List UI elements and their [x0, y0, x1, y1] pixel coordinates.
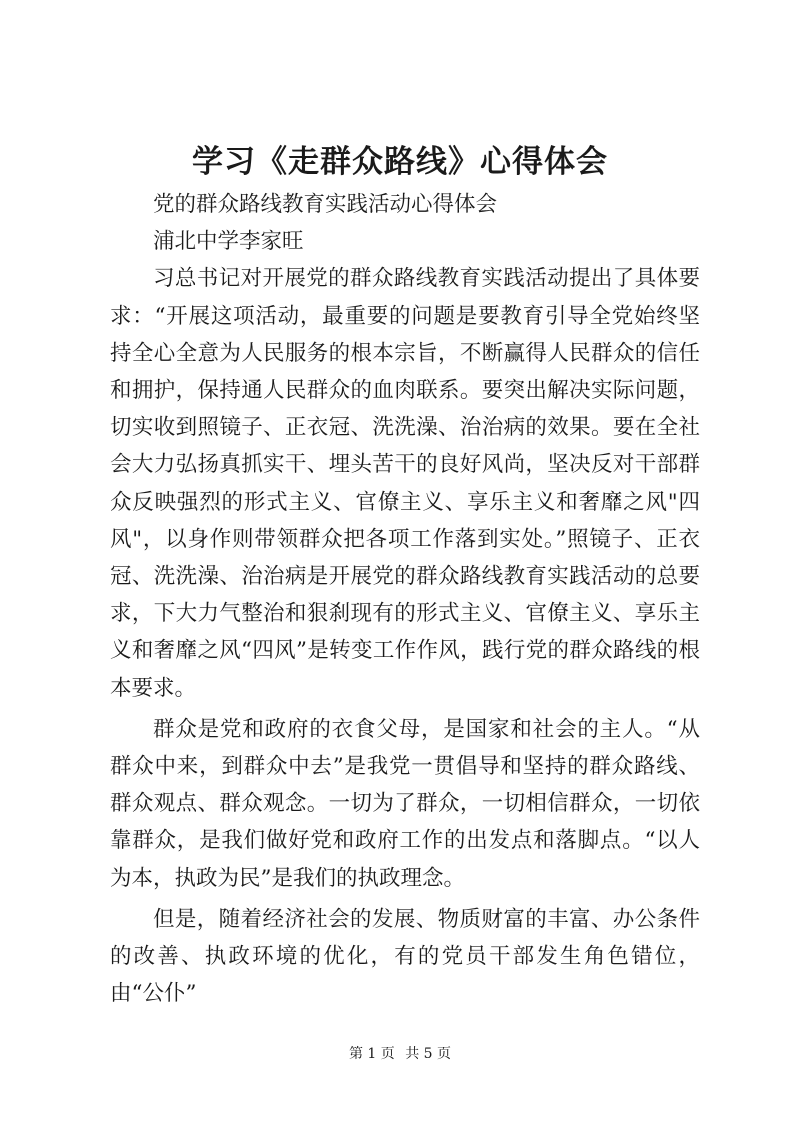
paragraph: 习总书记对开展党的群众路线教育实践活动提出了具体要求：“开展这项活动，最重要的问题是要教育引导全党始终坚持全心全意为人民服务的根本宗旨，不断赢得人民群众的信任和拥护，保持通人民群众的血肉联系。要突出解决实际问题，切实收到照镜子、正衣冠、洗洗澡、治治病的效果。要在全社会大力弘扬真抓实干、埋头苦干的良好风尚，坚决反对干部群众反映强烈的形式主义、官僚主义、享乐主义和奢靡之风"四风"，以身作则带领群众把各项工作落到实处。”照镜子、正衣冠、洗洗澡、治治病是开展党的群众路线教育实践活动的总要求，下大力气整治和狠刹现有的形式主义、官僚主义、享乐主义和奢靡之风“四风”是转变工作作风，践行党的群众路线的根本要求。 [110, 266, 700, 701]
page-footer [0, 1044, 800, 1064]
document-title: 学习《走群众路线》心得体会 [192, 144, 608, 180]
document-body [110, 186, 700, 1012]
document-author: 浦北中学李家旺 [153, 229, 304, 255]
document-subtitle: 党的群众路线教育实践活动心得体会 [153, 192, 498, 217]
paragraph: 群众是党和政府的衣食父母，是国家和社会的主人。“从群众中来，到群众中去”是我党一贯倡导和坚持的群众路线、群众观点、群众观念。一切为了群众，一切相信群众，一切依靠群众，是我们做好党和政府工作的出发点和落脚点。“以人为本，执政为民”是我们的执政理念。 [110, 716, 700, 891]
page-total: 共 5 页 [405, 1046, 452, 1062]
paragraph: 但是，随着经济社会的发展、物质财富的丰富、办公条件的改善、执政环境的优化，有的党员干部发生角色错位，由“公仆” [110, 906, 700, 1007]
page-number: 第 1 页 [348, 1046, 395, 1062]
